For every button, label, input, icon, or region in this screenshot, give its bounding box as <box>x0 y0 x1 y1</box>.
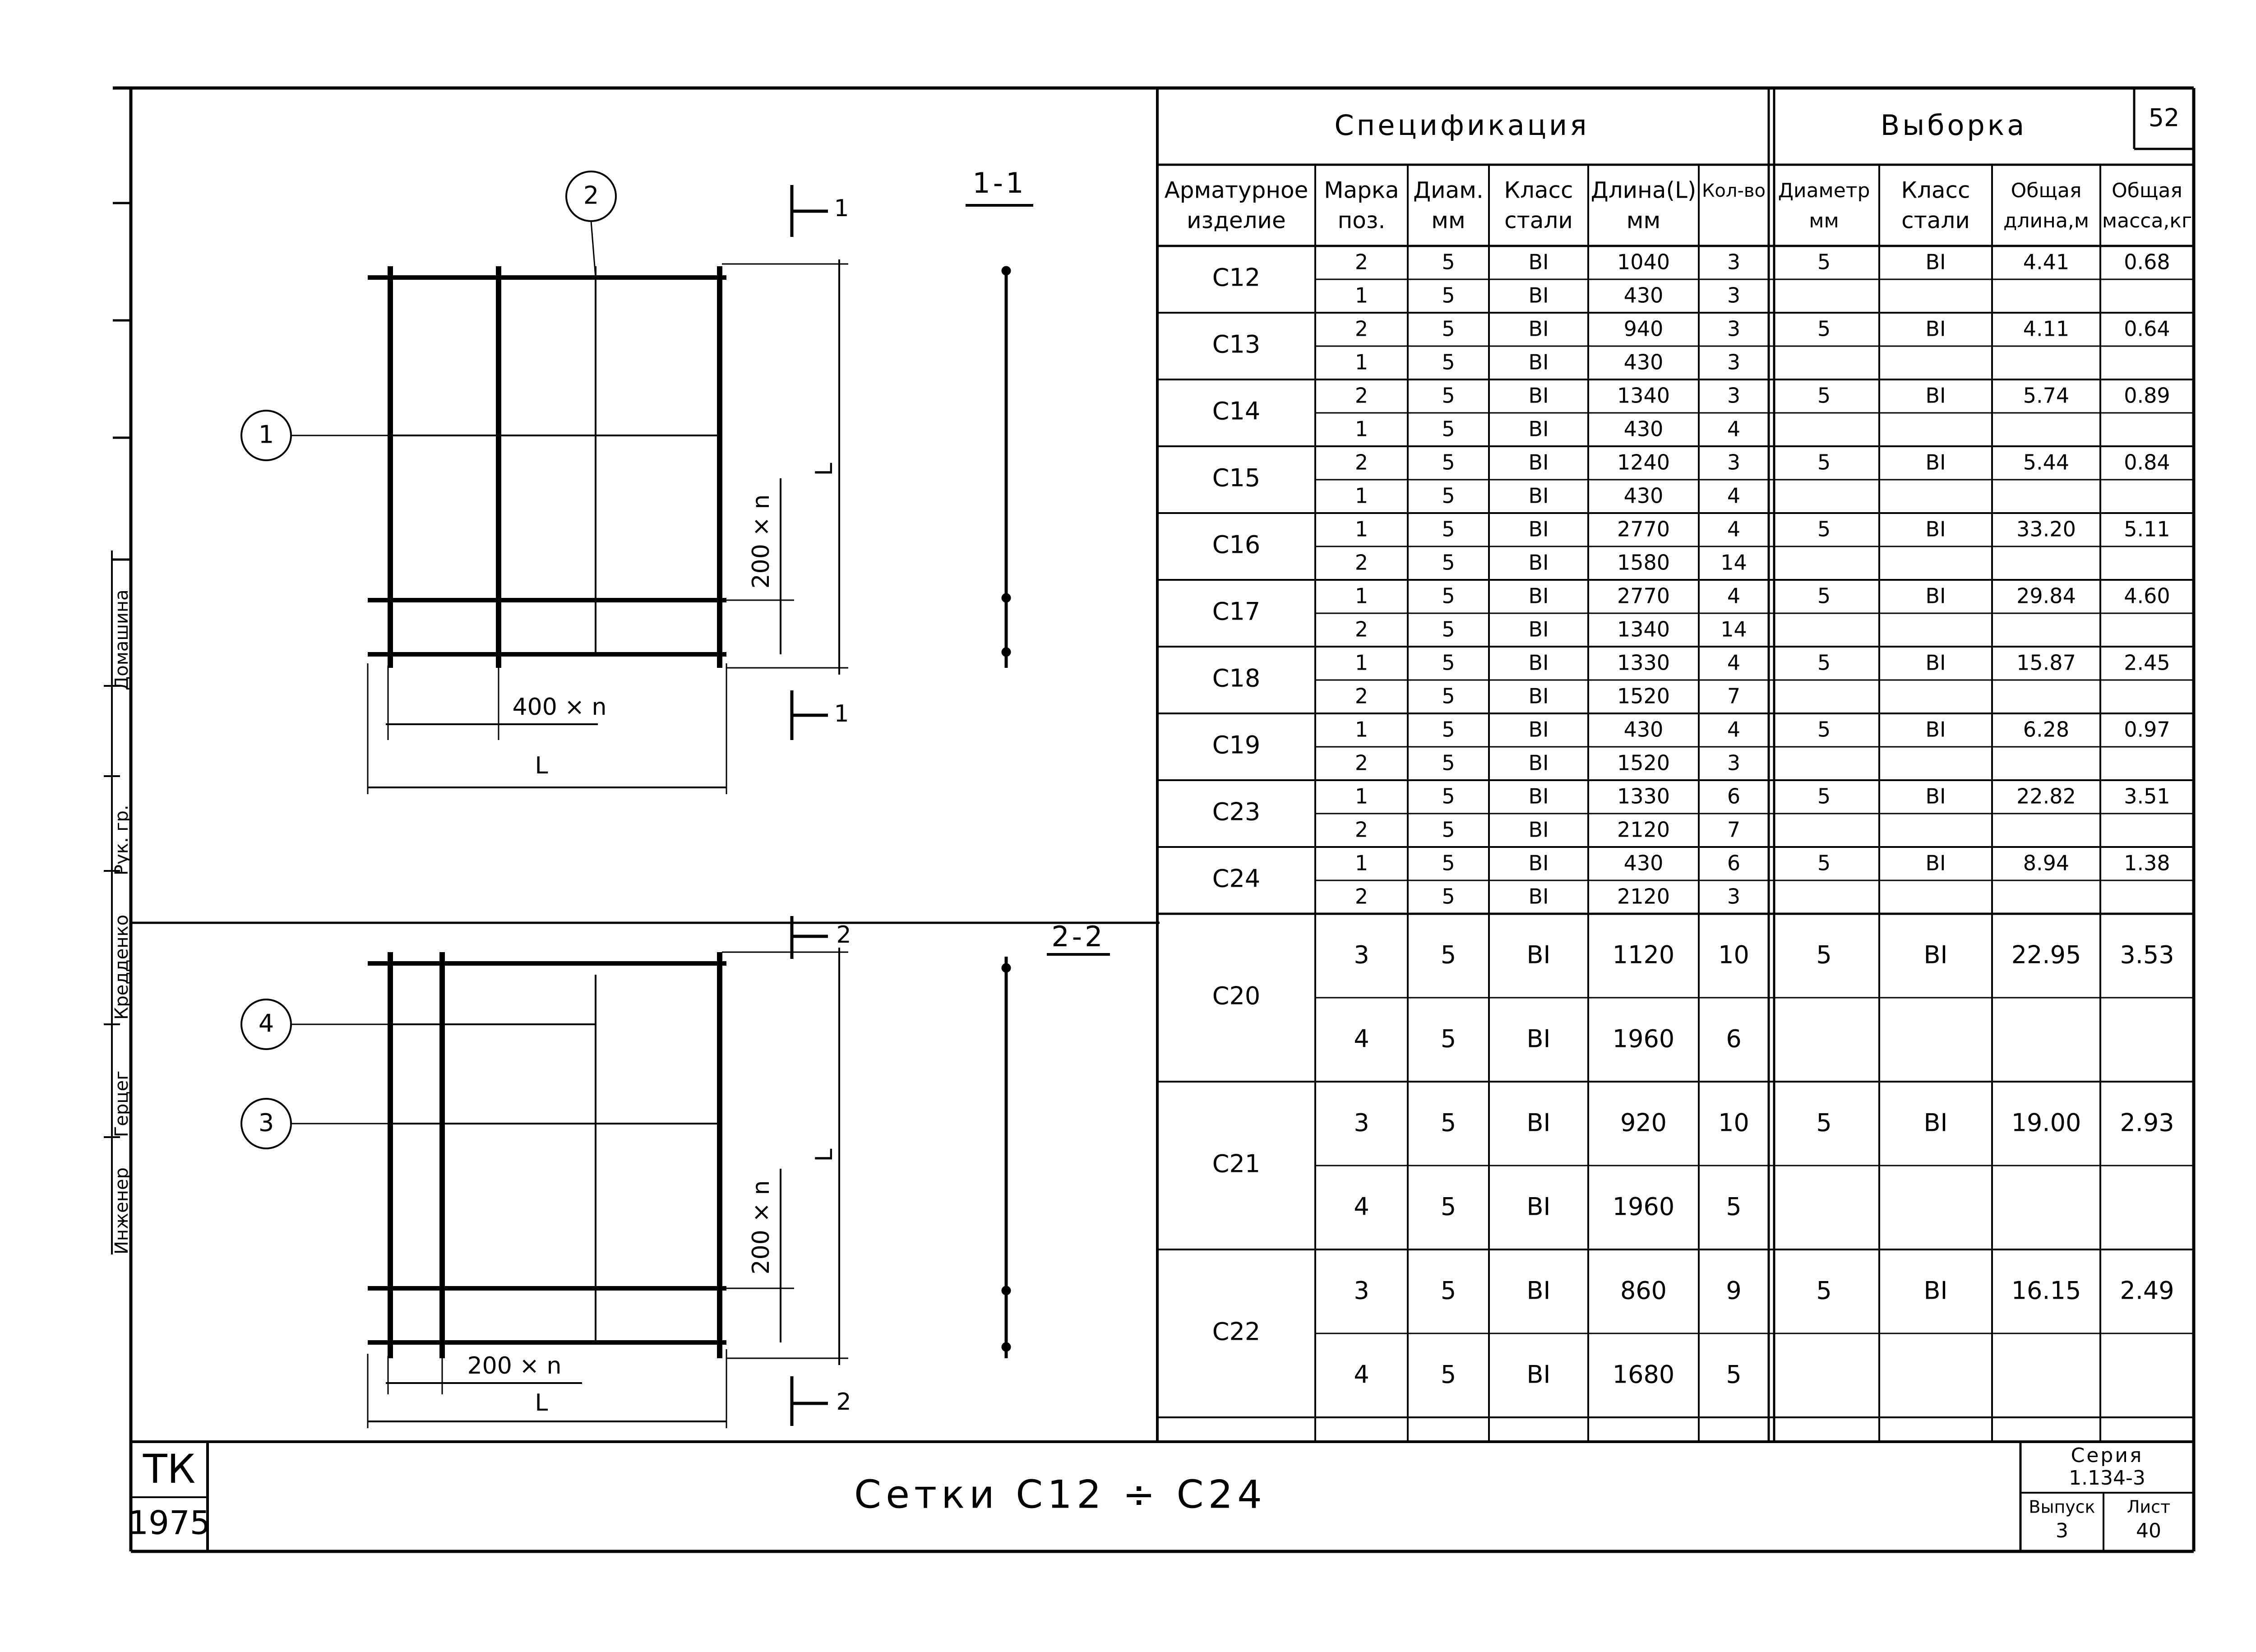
header-col-9-b: масса,кг <box>2102 209 2192 232</box>
selection-cell: ВI <box>1923 940 1948 969</box>
org-code: ТК <box>143 1445 196 1492</box>
spec-cell: 9 <box>1726 1276 1742 1305</box>
spec-cell: 7 <box>1727 684 1741 708</box>
header-col-3-a: Класс <box>1504 177 1573 204</box>
selection-cell: ВI <box>1923 1108 1948 1137</box>
pos-label-3: 3 <box>258 1108 274 1137</box>
dim-spacing-top: 400 × n <box>512 694 607 721</box>
section-title-1-1: 1-1 <box>972 167 1026 200</box>
spec-cell: 4 <box>1354 1024 1369 1053</box>
header-col-6-a: Диаметр <box>1778 179 1870 202</box>
section-title-2-2: 2-2 <box>1051 920 1105 953</box>
selection-cell: 5 <box>1817 784 1831 809</box>
spec-cell: 1330 <box>1617 650 1670 675</box>
spec-cell: ВI <box>1528 851 1549 875</box>
spec-cell: 1520 <box>1617 750 1670 775</box>
spec-cell: ВI <box>1528 483 1549 508</box>
selection-cell: 29.84 <box>2016 583 2076 608</box>
selection-cell: 5 <box>1817 717 1831 742</box>
spec-cell: 5 <box>1442 250 1455 274</box>
selection-cell: 5 <box>1817 517 1831 541</box>
spec-cell: 6 <box>1727 784 1741 809</box>
spec-cell: 5 <box>1442 517 1455 541</box>
spec-cell: 4 <box>1727 483 1741 508</box>
spec-cell: ВI <box>1526 1192 1551 1221</box>
spec-cell: ВI <box>1526 1108 1551 1137</box>
spec-cell: 430 <box>1623 483 1664 508</box>
spec-cell: ВI <box>1528 784 1549 809</box>
item-name: С23 <box>1212 797 1261 826</box>
pos-label-4: 4 <box>258 1009 274 1038</box>
pos-label-2: 2 <box>583 181 599 210</box>
selection-cell: 5 <box>1817 316 1831 341</box>
spec-cell: 4 <box>1727 583 1741 608</box>
spec-cell: ВI <box>1528 316 1549 341</box>
selection-cell: 33.20 <box>2016 517 2076 541</box>
spec-cell: 5 <box>1442 884 1455 909</box>
header-col-4-a: Длина(L) <box>1590 177 1697 204</box>
dim-L-vert-bottom: L <box>811 1148 838 1162</box>
series-value: 1.134-3 <box>2069 1467 2145 1490</box>
spec-cell: 3 <box>1354 1276 1369 1305</box>
header-col-5-a: Кол-во <box>1702 180 1766 201</box>
spec-title: Спецификация <box>1334 109 1590 142</box>
series-label: Серия <box>2071 1444 2144 1467</box>
selection-cell: 5.11 <box>2124 517 2170 541</box>
spec-cell: 1680 <box>1612 1360 1675 1389</box>
spec-cell: 5 <box>1442 450 1455 475</box>
selection-cell: 19.00 <box>2011 1108 2081 1137</box>
header-col-4-b: мм <box>1626 207 1661 234</box>
spec-cell: 5 <box>1442 316 1455 341</box>
selection-cell: 0.97 <box>2124 717 2170 742</box>
header-col-0-a: Арматурное <box>1164 177 1308 204</box>
spec-cell: 2 <box>1355 617 1368 642</box>
selection-cell: 5 <box>1817 650 1831 675</box>
selection-cell: ВI <box>1925 851 1946 875</box>
dim-height-top: 200 × n <box>748 494 775 589</box>
selection-cell: 5 <box>1816 1108 1832 1137</box>
selection-cell: 22.82 <box>2016 784 2076 809</box>
spec-cell: 1 <box>1355 717 1368 742</box>
spec-cell: 2 <box>1355 817 1368 842</box>
item-name: С13 <box>1212 330 1261 359</box>
item-name: С19 <box>1212 731 1261 759</box>
header-col-7-a: Класс <box>1901 177 1970 204</box>
item-name: С16 <box>1212 530 1261 559</box>
selection-cell: 6.28 <box>2023 717 2070 742</box>
spec-cell: 5 <box>1442 717 1455 742</box>
spec-cell: 2 <box>1355 550 1368 575</box>
spec-cell: ВI <box>1528 450 1549 475</box>
spec-cell: 2 <box>1355 450 1368 475</box>
spec-cell: 5 <box>1440 1276 1456 1305</box>
dim-height-bottom: 200 × n <box>748 1180 775 1275</box>
dim-L-top: L <box>535 752 548 779</box>
spec-cell: 1330 <box>1617 784 1670 809</box>
spec-cell: 5 <box>1442 684 1455 708</box>
spec-cell: 5 <box>1440 1192 1456 1221</box>
item-name: С20 <box>1212 981 1261 1010</box>
spec-cell: 3 <box>1727 250 1741 274</box>
selection-cell: 8.94 <box>2023 851 2070 875</box>
spec-cell: ВI <box>1528 750 1549 775</box>
spec-cell: 5 <box>1442 416 1455 441</box>
pos-label-1: 1 <box>258 420 274 449</box>
spec-cell: 5 <box>1442 817 1455 842</box>
selection-cell: ВI <box>1925 316 1946 341</box>
selection-cell: ВI <box>1923 1276 1948 1305</box>
issue-label: Выпуск <box>2029 1497 2095 1517</box>
spec-cell: 1 <box>1355 784 1368 809</box>
header-col-8-a: Общая <box>2011 179 2082 202</box>
header-col-7-b: стали <box>1901 207 1970 234</box>
selection-cell: ВI <box>1925 784 1946 809</box>
spec-cell: 5 <box>1442 583 1455 608</box>
selection-cell: 5 <box>1817 583 1831 608</box>
selection-cell: 16.15 <box>2011 1276 2081 1305</box>
spec-cell: 5 <box>1440 1024 1456 1053</box>
selection-cell: 2.93 <box>2120 1108 2174 1137</box>
specification-table <box>1157 88 2194 1442</box>
spec-cell: 2 <box>1355 884 1368 909</box>
spec-cell: 4 <box>1354 1192 1369 1221</box>
spec-cell: ВI <box>1526 1024 1551 1053</box>
sheet-frame <box>113 88 2194 1551</box>
spec-cell: ВI <box>1528 583 1549 608</box>
spec-cell: 2120 <box>1617 817 1670 842</box>
selection-cell: 15.87 <box>2016 650 2076 675</box>
item-name: С14 <box>1212 397 1261 426</box>
spec-cell: 6 <box>1726 1024 1742 1053</box>
spec-cell: 1 <box>1355 650 1368 675</box>
spec-cell: 3 <box>1727 450 1741 475</box>
selection-cell: 1.38 <box>2124 851 2170 875</box>
spec-cell: ВI <box>1528 684 1549 708</box>
spec-cell: ВI <box>1528 717 1549 742</box>
stamp-name-1: Кредденко <box>111 914 132 1020</box>
spec-cell: 430 <box>1623 350 1664 375</box>
spec-cell: 2 <box>1355 250 1368 274</box>
spec-cell: 2120 <box>1617 884 1670 909</box>
mesh-drawing-top <box>241 171 1033 794</box>
spec-cell: 5 <box>1442 784 1455 809</box>
spec-cell: 1 <box>1355 416 1368 441</box>
spec-cell: 1 <box>1355 350 1368 375</box>
selection-cell: 0.84 <box>2124 450 2170 475</box>
header-col-9-a: Общая <box>2112 179 2182 202</box>
spec-cell: 10 <box>1718 1108 1749 1137</box>
selection-cell: 4.11 <box>2023 316 2070 341</box>
spec-cell: 5 <box>1442 750 1455 775</box>
spec-cell: ВI <box>1528 550 1549 575</box>
stamp-name-2: Домашина <box>111 589 132 690</box>
spec-cell: 5 <box>1726 1192 1742 1221</box>
spec-cell: 1 <box>1355 483 1368 508</box>
spec-cell: 14 <box>1720 550 1747 575</box>
spec-cell: ВI <box>1528 383 1549 408</box>
header-col-2-b: мм <box>1431 207 1465 234</box>
spec-cell: 430 <box>1623 283 1664 308</box>
spec-cell: ВI <box>1528 350 1549 375</box>
spec-cell: ВI <box>1528 250 1549 274</box>
selection-cell: 4.41 <box>2023 250 2070 274</box>
dim-L-vert-top: L <box>811 463 838 476</box>
spec-cell: 5 <box>1440 940 1456 969</box>
spec-cell: ВI <box>1526 940 1551 969</box>
stamp-role-lead: Рук. гр. <box>111 805 132 875</box>
spec-cell: ВI <box>1528 650 1549 675</box>
spec-cell: 920 <box>1620 1108 1667 1137</box>
header-col-3-b: стали <box>1504 207 1573 234</box>
selection-cell: 0.68 <box>2124 250 2170 274</box>
spec-cell: 1520 <box>1617 684 1670 708</box>
selection-cell: 3.53 <box>2120 940 2174 969</box>
selection-cell: 5 <box>1817 851 1831 875</box>
spec-cell: 2 <box>1355 750 1368 775</box>
spec-cell: 940 <box>1623 316 1664 341</box>
spec-cell: 860 <box>1620 1276 1667 1305</box>
spec-cell: 430 <box>1623 416 1664 441</box>
spec-cell: 3 <box>1727 750 1741 775</box>
spec-cell: 5 <box>1442 851 1455 875</box>
spec-cell: 430 <box>1623 717 1664 742</box>
spec-cell: 1 <box>1355 851 1368 875</box>
header-col-1-a: Марка <box>1324 177 1399 204</box>
spec-cell: 2770 <box>1617 517 1670 541</box>
spec-cell: 2 <box>1355 316 1368 341</box>
spec-cell: 5 <box>1440 1108 1456 1137</box>
side-stamp <box>111 589 132 1254</box>
header-col-8-b: длина,м <box>2003 209 2090 232</box>
spec-cell: 1 <box>1355 517 1368 541</box>
spec-cell: 1580 <box>1617 550 1670 575</box>
selection-cell: 5 <box>1817 250 1831 274</box>
section-mark-2-bottom: 2 <box>836 1388 851 1416</box>
item-name: С15 <box>1212 463 1261 492</box>
selection-cell: 22.95 <box>2011 940 2081 969</box>
selection-cell: 5 <box>1816 940 1832 969</box>
spec-cell: 5 <box>1442 550 1455 575</box>
org-year: 1975 <box>128 1504 211 1542</box>
selection-cell: ВI <box>1925 383 1946 408</box>
spec-cell: 5 <box>1442 483 1455 508</box>
spec-cell: 5 <box>1442 383 1455 408</box>
selection-cell: 3.51 <box>2124 784 2170 809</box>
stamp-signature-1: Герцег <box>111 1070 132 1137</box>
item-name: С17 <box>1212 597 1261 626</box>
spec-cell: 4 <box>1727 517 1741 541</box>
spec-cell: ВI <box>1528 517 1549 541</box>
spec-cell: 7 <box>1727 817 1741 842</box>
spec-cell: 5 <box>1440 1360 1456 1389</box>
section-mark-1-top: 1 <box>834 195 849 222</box>
spec-cell: 5 <box>1442 283 1455 308</box>
spec-cell: 430 <box>1623 851 1664 875</box>
spec-cell: 1040 <box>1617 250 1670 274</box>
spec-cell: 1340 <box>1617 383 1670 408</box>
spec-cell: ВI <box>1528 416 1549 441</box>
item-name: С24 <box>1212 864 1261 893</box>
selection-cell: ВI <box>1925 250 1946 274</box>
dim-L-bottom: L <box>535 1389 548 1416</box>
spec-cell: 1240 <box>1617 450 1670 475</box>
selection-cell: ВI <box>1925 650 1946 675</box>
spec-cell: 3 <box>1354 940 1369 969</box>
spec-cell: 2770 <box>1617 583 1670 608</box>
selection-cell: ВI <box>1925 717 1946 742</box>
spec-cell: 3 <box>1727 316 1741 341</box>
selection-cell: 5 <box>1816 1276 1832 1305</box>
selection-cell: ВI <box>1925 517 1946 541</box>
spec-cell: 1120 <box>1612 940 1675 969</box>
spec-cell: ВI <box>1526 1276 1551 1305</box>
header-col-6-b: мм <box>1809 209 1839 232</box>
selection-title: Выборка <box>1880 109 2027 142</box>
spec-cell: 2 <box>1355 383 1368 408</box>
selection-cell: 4.60 <box>2124 583 2170 608</box>
spec-cell: 3 <box>1354 1108 1369 1137</box>
spec-cell: 1340 <box>1617 617 1670 642</box>
issue-value: 3 <box>2056 1519 2068 1542</box>
item-name: С12 <box>1212 263 1261 292</box>
spec-cell: ВI <box>1528 283 1549 308</box>
spec-cell: 3 <box>1727 283 1741 308</box>
sheet-label: Лист <box>2127 1497 2171 1517</box>
selection-cell: 0.64 <box>2124 316 2170 341</box>
selection-cell: 5 <box>1817 450 1831 475</box>
spec-cell: 6 <box>1727 851 1741 875</box>
selection-cell: 5.44 <box>2023 450 2070 475</box>
selection-cell: ВI <box>1925 583 1946 608</box>
selection-cell: 2.49 <box>2120 1276 2174 1305</box>
spec-cell: 4 <box>1727 416 1741 441</box>
selection-cell: ВI <box>1925 450 1946 475</box>
spec-cell: 1 <box>1355 583 1368 608</box>
page-number: 52 <box>2148 103 2180 132</box>
spec-cell: ВI <box>1528 617 1549 642</box>
spec-cell: 4 <box>1354 1360 1369 1389</box>
spec-cell: 5 <box>1442 350 1455 375</box>
spec-cell: 1 <box>1355 283 1368 308</box>
spec-cell: ВI <box>1526 1360 1551 1389</box>
spec-cell: 3 <box>1727 350 1741 375</box>
spec-cell: ВI <box>1528 884 1549 909</box>
section-mark-1-bottom: 1 <box>834 700 849 727</box>
selection-cell: 5 <box>1817 383 1831 408</box>
spec-cell: 4 <box>1727 650 1741 675</box>
spec-cell: ВI <box>1528 817 1549 842</box>
selection-cell: 0.89 <box>2124 383 2170 408</box>
spec-cell: 5 <box>1442 617 1455 642</box>
item-name: С21 <box>1212 1149 1261 1178</box>
stamp-role-engineer: Инженер <box>111 1167 132 1254</box>
spec-cell: 2 <box>1355 684 1368 708</box>
spec-cell: 1960 <box>1612 1192 1675 1221</box>
dim-spacing-bottom: 200 × n <box>467 1352 562 1379</box>
spec-cell: 1960 <box>1612 1024 1675 1053</box>
spec-cell: 10 <box>1718 940 1749 969</box>
item-name: С18 <box>1212 664 1261 693</box>
spec-cell: 5 <box>1442 650 1455 675</box>
spec-cell: 4 <box>1727 717 1741 742</box>
spec-cell: 14 <box>1720 617 1747 642</box>
header-col-0-b: изделие <box>1187 207 1286 234</box>
spec-cell: 3 <box>1727 383 1741 408</box>
spec-cell: 3 <box>1727 884 1741 909</box>
selection-cell: 2.45 <box>2124 650 2170 675</box>
sheet-value: 40 <box>2136 1519 2161 1542</box>
section-mark-2-top: 2 <box>836 921 851 949</box>
header-col-2-a: Диам. <box>1413 177 1484 204</box>
header-col-1-b: поз. <box>1337 207 1386 234</box>
sheet-title: Сетки С12 ÷ С24 <box>854 1472 1267 1518</box>
spec-cell: 5 <box>1726 1360 1742 1389</box>
item-name: С22 <box>1212 1317 1261 1346</box>
selection-cell: 5.74 <box>2023 383 2070 408</box>
mesh-drawing-bottom <box>241 916 1110 1428</box>
